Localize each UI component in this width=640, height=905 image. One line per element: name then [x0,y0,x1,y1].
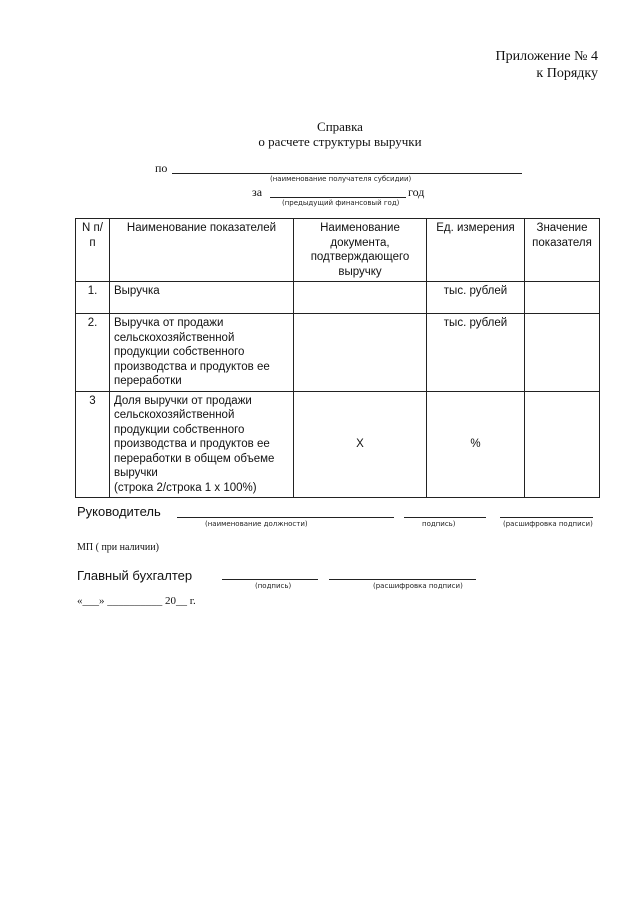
stamp-note: МП ( при наличии) [77,542,159,553]
row-value-cell[interactable] [525,314,600,392]
row-document-cell: Х [294,391,427,498]
title-line-1: Справка [317,119,363,134]
head-signature-field[interactable] [404,517,486,518]
row-unit: % [427,391,525,498]
head-decoding-field[interactable] [500,517,593,518]
col-header-unit: Ед. измерения [427,219,525,282]
row-document-cell[interactable] [294,282,427,314]
row-formula: (строка 2/строка 1 х 100%) [114,481,257,494]
accountant-label: Главный бухгалтер [77,568,193,583]
row-number: 1. [76,282,110,314]
row-document-cell[interactable] [294,314,427,392]
accountant-decoding-field[interactable] [329,579,476,580]
position-caption: (наименование должности) [205,520,308,528]
appendix-number: Приложение № 4 [495,49,598,64]
row-value-cell[interactable] [525,391,600,498]
acc-decoding-caption: (расшифровка подписи) [373,582,463,590]
row-indicator: Выручка от продажи сельскохозяйственной продукции собственного производства и продуктов ее переработки [110,314,294,392]
year-suffix: год [408,185,425,199]
za-label: за [252,185,263,199]
col-header-value: Значение показателя [525,219,600,282]
table-row [76,314,600,392]
title-line-2: о расчете структуры выручки [258,134,422,149]
decoding-caption: (расшифровка подписи) [503,520,593,528]
table-header-row [76,219,600,282]
po-label: по [155,161,168,175]
signature-caption: подпись) [422,520,456,528]
row-unit: тыс. рублей [427,314,525,392]
row-indicator [110,391,294,498]
row-value-cell[interactable] [525,282,600,314]
col-header-indicator: Наименование показателей [110,219,294,282]
acc-signature-caption: (подпись) [255,582,292,590]
table-row [76,391,600,498]
appendix-order: к Порядку [536,66,598,81]
recipient-field[interactable] [172,173,522,174]
col-header-number: N п/п [76,219,110,282]
row-unit: тыс. рублей [427,282,525,314]
accountant-signature-field[interactable] [222,579,318,580]
recipient-caption: (наименование получателя субсидии) [270,175,412,183]
revenue-structure-table [75,218,600,498]
year-caption: (предыдущий финансовый год) [282,199,400,207]
row-indicator-text: Доля выручки от продажи сельскохозяйственной продукции собственного производства и продуктов ее переработки в общем объеме выручки [114,394,275,479]
col-header-document: Наименование документа, подтверждающего выручку [294,219,427,282]
head-label: Руководитель [77,504,161,519]
document-title [0,119,640,149]
date-line[interactable]: «___» __________ 20__ г. [77,595,196,607]
appendix-reference [496,48,599,82]
year-field[interactable] [270,197,406,198]
row-indicator: Выручка [110,282,294,314]
row-number: 2. [76,314,110,392]
table-row [76,282,600,314]
head-position-field[interactable] [177,517,394,518]
row-number: 3 [76,391,110,498]
